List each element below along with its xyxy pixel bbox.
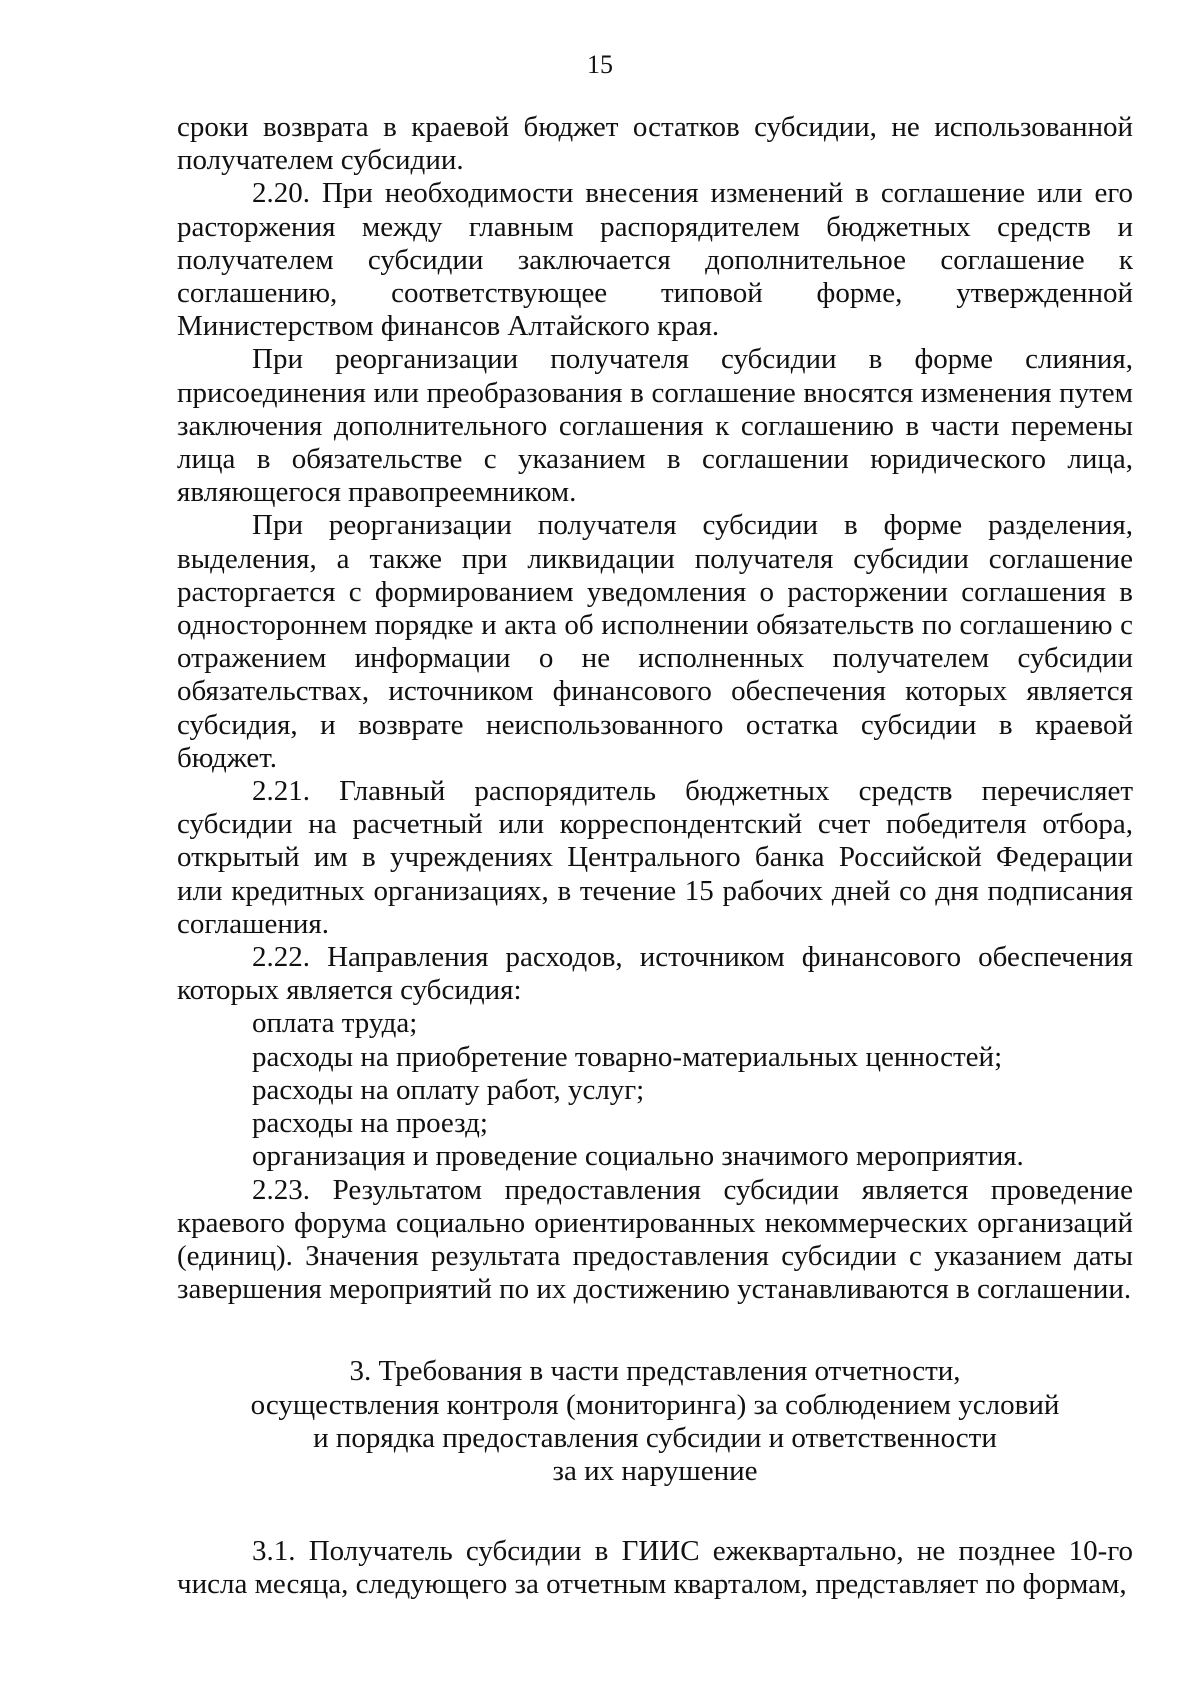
paragraph: 2.23. Результатом предоставления субсидии является проведение краевого форума социально ориентированных некоммерческих организаций (единиц). Значения результата предоставления субсидии с указанием даты завершения мероприятий по их достижению устанавливаются в соглашении. — [177, 1173, 1133, 1306]
paragraph: 2.21. Главный распорядитель бюджетных средств перечисляет субсидии на расчетный или корреспондентский счет победителя отбора, открытый им в учреждениях Центрального банка Российской Федерации или кредитных организациях, в течение 15 рабочих дней со дня подписания соглашения. — [177, 775, 1133, 940]
document-body — [177, 111, 1133, 1602]
section-heading-line: осуществления контроля (мониторинга) за соблюдением условий — [250, 1388, 1060, 1421]
paragraph: При реорганизации получателя субсидии в форме слияния, присоединения или преобразования в соглашение вносятся изменения путем заключения дополнительного соглашения к соглашению в части перемены лица в обязательстве с указанием в соглашении юридического лица, являющегося правопреемником. — [177, 343, 1133, 509]
list-item: расходы на оплату работ, услуг; — [252, 1073, 645, 1106]
section-heading-line: за их нарушение — [552, 1454, 758, 1487]
paragraph: 3.1. Получатель субсидии в ГИИС ежеквартально, не позднее 10-го числа месяца, следующего за отчетным кварталом, представляет по формам, — [177, 1535, 1133, 1601]
section-heading-line: и порядка предоставления субсидии и ответственности — [313, 1421, 997, 1454]
page-number: 15 — [587, 50, 613, 79]
paragraph: 2.22. Направления расходов, источником финансового обеспечения которых является субсидия: — [177, 941, 1133, 1007]
list-item: оплата труда; — [252, 1007, 418, 1040]
list-item: организация и проведение социально значимого мероприятия. — [252, 1140, 1024, 1173]
paragraph: сроки возврата в краевой бюджет остатков субсидии, не использованной получателем субсидии. — [177, 111, 1133, 177]
paragraph: При реорганизации получателя субсидии в форме разделения, выделения, а также при ликвидации получателя субсидии соглашение расторгается с формированием уведомления о расторжении соглашения в одностороннем порядке и акта об исполнении обязательств по соглашению с отражением информации о не исполненных получателем субсидии обязательствах, источником финансового обеспечения которых является субсидия, и возврате неиспользованного остатка субсидии в краевой бюджет. — [177, 509, 1133, 774]
section-heading-line: 3. Требования в части представления отчетности, — [349, 1355, 961, 1388]
section-heading — [177, 1355, 1133, 1488]
list-item: расходы на приобретение товарно-материальных ценностей; — [252, 1040, 1003, 1073]
paragraph: 2.20. При необходимости внесения изменений в соглашение или его расторжения между главным распорядителем бюджетных средств и получателем субсидии заключается дополнительное соглашение к соглашению, соответствующее типовой форме, утвержденной Министерством финансов Алтайского края. — [177, 177, 1133, 343]
list-item: расходы на проезд; — [252, 1107, 488, 1140]
